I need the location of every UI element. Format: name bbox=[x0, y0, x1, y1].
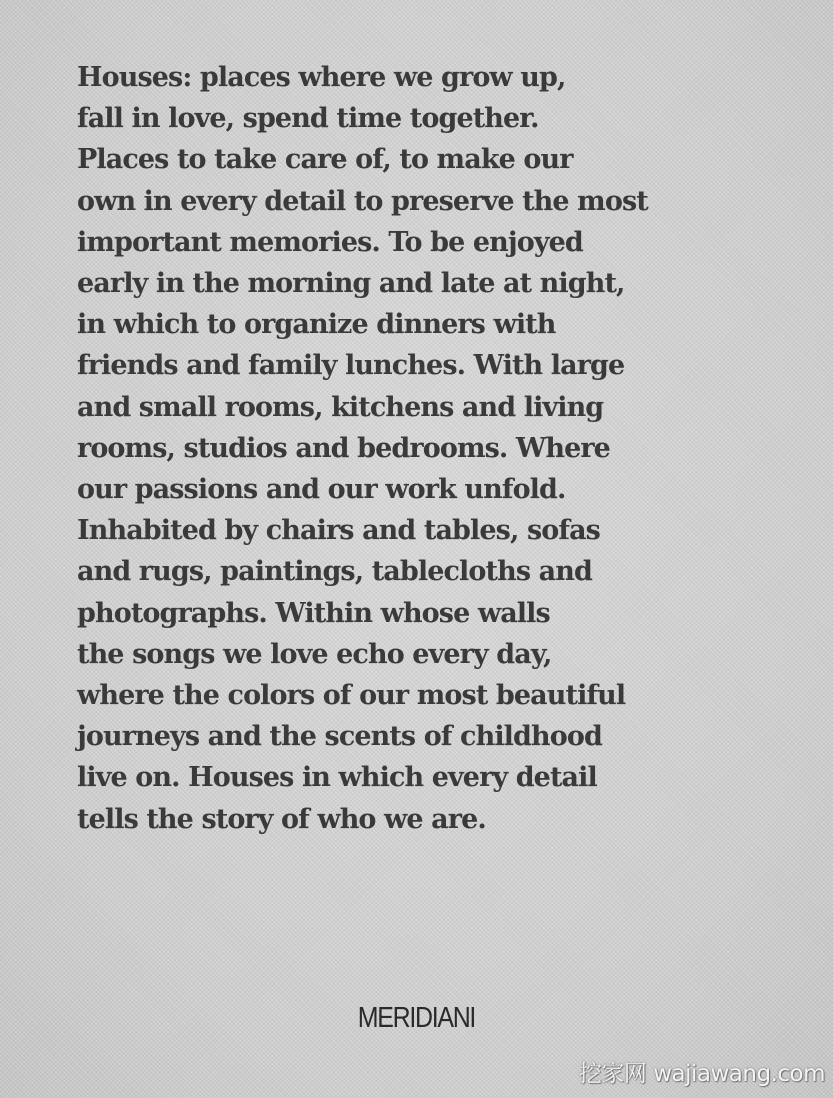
text-line: tells the story of who we are. bbox=[77, 803, 486, 835]
watermark: 挖家网 wajiawang.com bbox=[578, 1061, 825, 1087]
text-line: important memories. To be enjoyed bbox=[77, 226, 583, 258]
text-line: Houses: places where we grow up, bbox=[77, 62, 566, 93]
text-line: and small rooms, kitchens and living bbox=[77, 391, 604, 423]
brand-logo: MERIDIANI bbox=[357, 1002, 476, 1034]
text-line: own in every detail to preserve the most bbox=[77, 185, 648, 217]
text-line: live on. Houses in which every detail bbox=[77, 762, 597, 794]
text-line: photographs. Within whose walls bbox=[77, 597, 550, 629]
text-line: in which to organize dinners with bbox=[77, 309, 556, 341]
text-line: early in the morning and late at night, bbox=[77, 268, 625, 300]
text-line: our passions and our work unfold. bbox=[77, 474, 566, 506]
text-line: fall in love, spend time together. bbox=[77, 103, 539, 135]
text-line: Places to take care of, to make our bbox=[77, 144, 573, 176]
body-paragraph bbox=[77, 57, 648, 840]
text-line: journeys and the scents of childhood bbox=[77, 721, 602, 753]
text-line: Inhabited by chairs and tables, sofas bbox=[77, 515, 600, 547]
text-line: and rugs, paintings, tablecloths and bbox=[77, 556, 592, 588]
text-line: where the colors of our most beautiful bbox=[77, 680, 626, 712]
text-line: friends and family lunches. With large bbox=[77, 350, 625, 382]
text-line: rooms, studios and bedrooms. Where bbox=[77, 432, 610, 464]
text-line: the songs we love echo every day, bbox=[77, 638, 552, 670]
